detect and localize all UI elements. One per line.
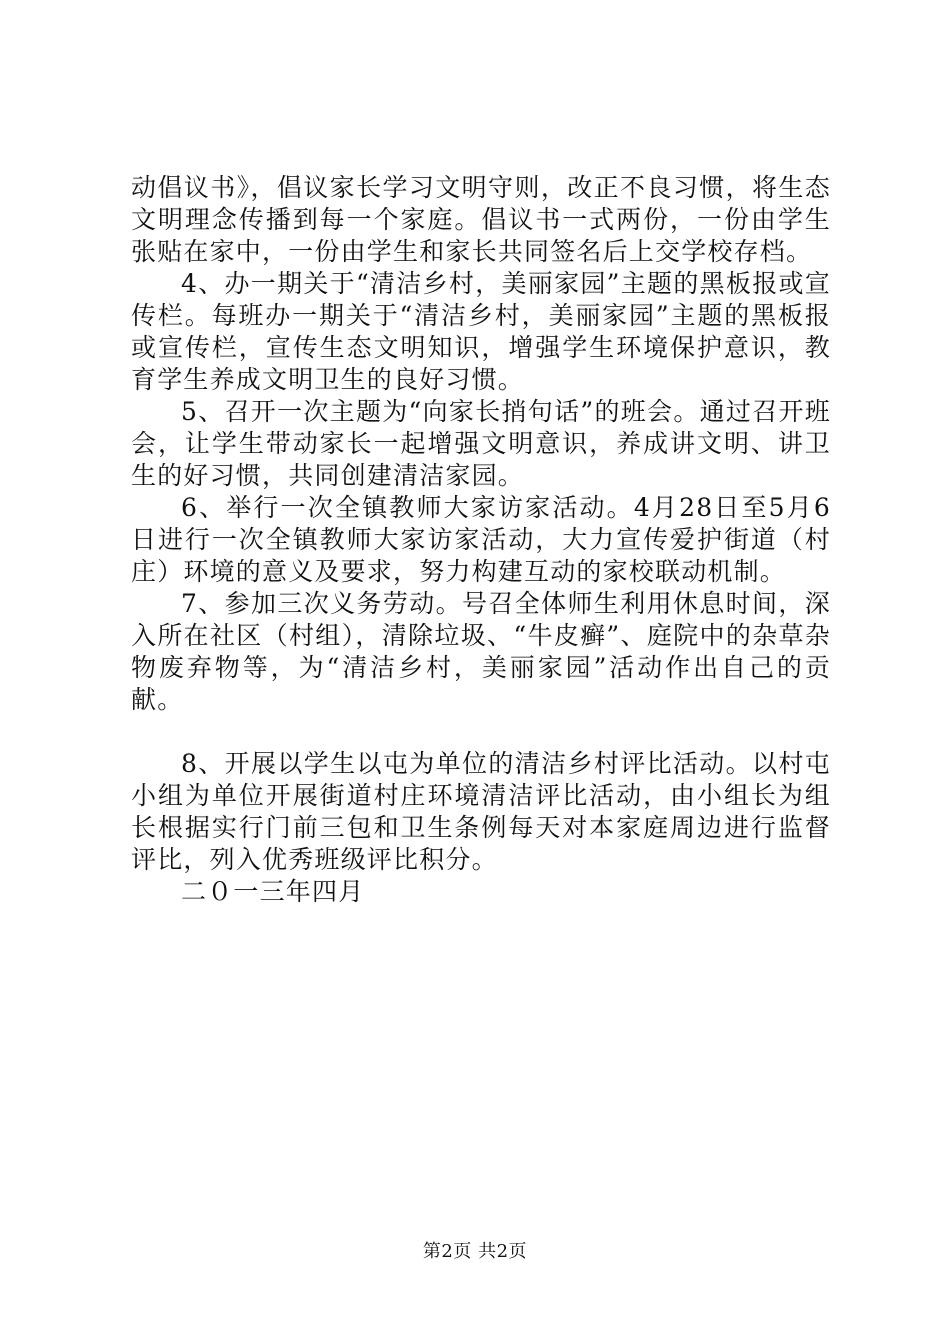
paragraph-item-6-home-visit: 6、举行一次全镇教师大家访家活动。4月28日至5月6日进行一次全镇教师大家访家活动，大力宣传爱护街道（村庄）环境的意义及要求，努力构建互动的家校联动机制。 <box>131 493 831 586</box>
paragraph-item-5-class-meeting: 5、召开一次主题为“向家长捎句话”的班会。通过召开班会，让学生带动家长一起增强文明意识，养成讲文明、讲卫生的好习惯，共同创建清洁家园。 <box>131 397 831 490</box>
paragraph-item-4-blackboard: 4、办一期关于“清洁乡村，美丽家园”主题的黑板报或宣传栏。每班办一期关于“清洁乡村，美丽家园”主题的黑板报或宣传栏，宣传生态文明知识，增强学生环境保护意识，教育学生养成文明卫生的良好习惯。 <box>131 269 831 394</box>
page-number-footer: 第2页 共2页 <box>422 1241 528 1262</box>
document-date: 二０一三年四月 <box>181 877 365 906</box>
document-body <box>131 172 831 908</box>
paragraph-item-8-evaluation: 8、开展以学生以屯为单位的清洁乡村评比活动。以村屯小组为单位开展街道村庄环境清洁评比活动，由小组长为组长根据实行门前三包和卫生条例每天对本家庭周边进行监督评比，列入优秀班级评比积分。 <box>131 749 831 874</box>
paragraph-item-7-voluntary-labor: 7、参加三次义务劳动。号召全体师生利用休息时间，深入所在社区（村组），清除垃圾、“牛皮癣”、庭院中的杂草杂物废弃物等，为“清洁乡村，美丽家园”活动作出自己的贡献。 <box>131 589 831 714</box>
paragraph-proposal-continuation: 动倡议书》，倡议家长学习文明守则，改正不良习惯，将生态文明理念传播到每一个家庭。倡议书一式两份，一份由学生张贴在家中，一份由学生和家长共同签名后上交学校存档。 <box>131 173 831 266</box>
